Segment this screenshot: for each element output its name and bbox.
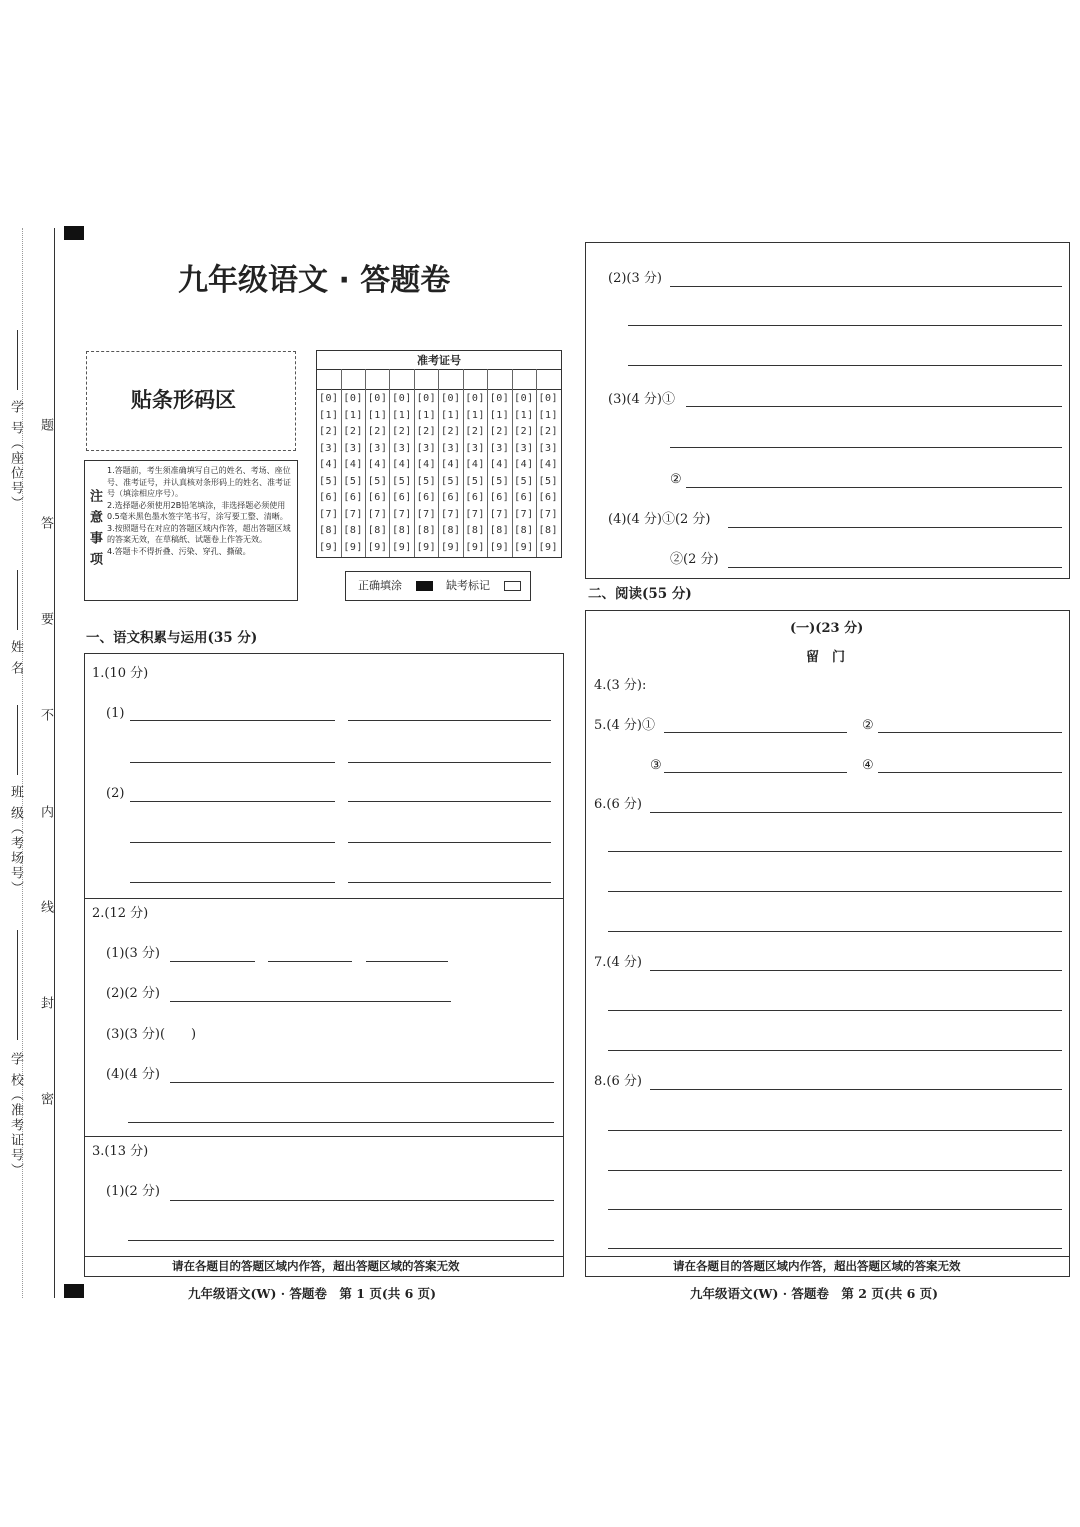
seal-char: 不 (38, 708, 53, 723)
grid-line (317, 369, 561, 370)
digit-bubble[interactable]: [0] (392, 393, 412, 404)
digit-bubble[interactable]: [6] (440, 492, 461, 503)
digit-bubble[interactable]: [3] (319, 442, 339, 454)
answer-line[interactable] (686, 487, 1062, 488)
digit-bubble[interactable]: [7] (465, 508, 485, 520)
exam-id-header: 准考证号 (417, 354, 461, 367)
q2-sub4-label: (4)(4 分) (106, 1067, 160, 1082)
digit-bubble[interactable]: [1] (465, 409, 485, 421)
q5-choice-3: ③ (650, 758, 662, 773)
digit-bubble[interactable]: [2] (538, 426, 559, 437)
digit-bubble[interactable]: [5] (489, 475, 510, 487)
digit-bubble[interactable]: [9] (440, 541, 461, 553)
digit-bubble[interactable]: [7] (489, 508, 510, 520)
digit-bubble[interactable]: [2] (392, 426, 412, 437)
digit-bubble[interactable]: [6] (392, 492, 412, 503)
bubble-row[interactable] (319, 393, 563, 404)
digit-bubble[interactable]: [2] (489, 426, 510, 437)
bubble-row[interactable] (319, 542, 563, 553)
barcode-area (86, 351, 296, 451)
q3-sub2-label: (2)(3 分) (608, 271, 662, 286)
alignment-marker-bottom (64, 1284, 84, 1298)
digit-bubble[interactable]: [6] (367, 492, 388, 503)
alignment-marker-top (64, 226, 84, 240)
digit-bubble[interactable]: [0] (538, 393, 559, 404)
digit-bubble[interactable]: [9] (465, 541, 485, 553)
digit-bubble[interactable]: [7] (538, 508, 559, 520)
digit-bubble[interactable]: [2] (343, 426, 363, 437)
digit-bubble[interactable]: [8] (465, 525, 485, 536)
digit-bubble[interactable]: [3] (538, 442, 559, 454)
fill-legend (345, 571, 531, 601)
q7-answer-line[interactable] (608, 1050, 1062, 1051)
q7-answer-line[interactable] (650, 970, 1062, 971)
school-label: 学 校（准考证号） (8, 1052, 23, 1179)
correct-fill-sample (416, 581, 433, 591)
q3-continuation-area (585, 242, 1070, 579)
q1-sub2-label: (2) (106, 786, 125, 801)
passage-title: 留 门 (806, 650, 846, 665)
digit-bubble[interactable]: [5] (367, 475, 388, 487)
q7-label: 7.(4 分) (594, 955, 642, 970)
bubble-row[interactable] (319, 476, 563, 487)
q5-label: 5.(4 分)① (594, 718, 655, 733)
digit-bubble[interactable]: [8] (514, 525, 534, 536)
q8-answer-line[interactable] (650, 1089, 1062, 1090)
seal-char: 要 (38, 612, 53, 627)
q2-answer-line[interactable] (170, 961, 255, 962)
divider (84, 1136, 564, 1137)
digit-bubble[interactable]: [0] (465, 393, 485, 404)
absent-mark-label: 缺考标记 (446, 579, 490, 592)
q1-answer-line[interactable] (130, 762, 335, 763)
seat-number-label: 学 号（座位号） (8, 400, 23, 512)
seal-char: 题 (38, 418, 53, 433)
notice-item: 2.选择题必须使用2B铅笔填涂，非选择题必须使用0.5毫米黑色墨水签字笔书写，涂写要工整、清晰。 (107, 500, 288, 521)
page2-footer: 九年级语文(W) · 答题卷 第 2 页(共 6 页) (690, 1286, 939, 1301)
class-label: 班 级（考场号） (8, 785, 23, 897)
digit-bubble[interactable]: [0] (440, 393, 461, 404)
q6-answer-line[interactable] (608, 931, 1062, 932)
digit-bubble[interactable]: [9] (392, 541, 412, 553)
digit-bubble[interactable]: [8] (367, 525, 388, 536)
digit-bubble[interactable]: [3] (440, 442, 461, 454)
digit-bubble[interactable]: [8] (392, 525, 412, 536)
q3-sub4b-label: ②(2 分) (670, 552, 719, 567)
q5-choice-4: ④ (862, 758, 874, 773)
section2-title: 二、阅读(55 分) (588, 586, 692, 602)
page1-footer-note: 请在各题目的答题区域内作答，超出答题区域的答案无效 (172, 1259, 460, 1273)
digit-bubble[interactable]: [1] (489, 409, 510, 421)
notice-list (107, 465, 293, 557)
digit-bubble[interactable]: [4] (416, 459, 437, 470)
q6-answer-line[interactable] (650, 812, 1062, 813)
page-title: 九年级语文 · 答题卷 (178, 263, 451, 298)
digit-bubble[interactable]: [6] (489, 492, 510, 503)
digit-bubble[interactable]: [5] (416, 475, 437, 487)
digit-bubble[interactable]: [5] (319, 475, 339, 487)
digit-bubble[interactable]: [8] (416, 525, 437, 536)
answer-line[interactable] (628, 325, 1062, 326)
q1-answer-line[interactable] (348, 762, 551, 763)
digit-bubble[interactable]: [8] (319, 525, 339, 536)
digit-bubble[interactable]: [4] (538, 459, 559, 470)
q3-answer-line[interactable] (170, 1200, 554, 1201)
q1-answer-line[interactable] (130, 842, 335, 843)
digit-bubble[interactable]: [9] (343, 541, 363, 553)
q2-answer-line[interactable] (268, 961, 352, 962)
notice-item: 4.答题卡不得折叠、污染、穿孔、撕破。 (107, 546, 251, 556)
digit-bubble[interactable]: [4] (465, 459, 485, 470)
digit-bubble[interactable]: [3] (416, 442, 437, 454)
digit-bubble[interactable]: [6] (538, 492, 559, 503)
q2-answer-line[interactable] (170, 1082, 554, 1083)
q5-answer-line[interactable] (664, 732, 847, 733)
q2-answer-line[interactable] (366, 961, 448, 962)
seal-char: 密 (38, 1092, 53, 1107)
divider (84, 1256, 564, 1257)
q5-answer-line[interactable] (878, 772, 1062, 773)
digit-bubble[interactable]: [6] (343, 492, 363, 503)
seal-char: 封 (38, 996, 53, 1011)
answer-line[interactable] (670, 286, 1062, 287)
name-label: 姓 名 (8, 640, 23, 677)
digit-bubble[interactable]: [0] (416, 393, 437, 404)
digit-bubble[interactable]: [8] (538, 525, 559, 536)
divider (84, 898, 564, 899)
digit-bubble[interactable]: [4] (440, 459, 461, 470)
digit-bubble[interactable]: [2] (514, 426, 534, 437)
digit-bubble[interactable]: [5] (514, 475, 534, 487)
page2-footer-note: 请在各题目的答题区域内作答，超出答题区域的答案无效 (673, 1259, 961, 1273)
q1-answer-line[interactable] (130, 882, 335, 883)
digit-bubble[interactable]: [5] (440, 475, 461, 487)
digit-bubble[interactable]: [3] (367, 442, 388, 454)
q2-sub1-label: (1)(3 分) (106, 946, 160, 961)
bubble-row[interactable] (319, 509, 563, 520)
digit-bubble[interactable]: [7] (392, 508, 412, 520)
digit-bubble[interactable]: [9] (416, 541, 437, 553)
q3-sub3-label: (3)(4 分)① (608, 392, 675, 407)
page2-answer-area (585, 610, 1070, 1277)
bubble-row[interactable] (319, 525, 563, 536)
digit-bubble[interactable]: [2] (367, 426, 388, 437)
digit-bubble[interactable]: [0] (367, 393, 388, 404)
q3-sub4-label: (4)(4 分)①(2 分) (608, 512, 711, 527)
q2-sub3-label[interactable]: (3)(3 分)( ) (106, 1027, 197, 1042)
digit-bubble[interactable]: [8] (489, 525, 510, 536)
digit-bubble[interactable]: [0] (319, 393, 339, 404)
q6-label: 6.(6 分) (594, 797, 642, 812)
q8-label: 8.(6 分) (594, 1074, 642, 1089)
bubble-row[interactable] (319, 426, 563, 437)
digit-bubble[interactable]: [8] (440, 525, 461, 536)
barcode-label: 贴条形码区 (131, 388, 236, 412)
digit-bubble[interactable]: [6] (416, 492, 437, 503)
digit-bubble[interactable]: [7] (343, 508, 363, 520)
digit-bubble[interactable]: [2] (319, 426, 339, 437)
digit-bubble[interactable]: [9] (538, 541, 559, 553)
digit-bubble[interactable]: [7] (367, 508, 388, 520)
q8-answer-line[interactable] (608, 1209, 1062, 1210)
answer-line[interactable] (686, 406, 1062, 407)
q2-label: 2.(12 分) (92, 906, 149, 921)
notice-item: 1.答题前，考生须准确填写自己的姓名、考场、座位号、准考证号，并认真核对条形码上的姓名、准考证号（填涂相应序号）。 (107, 466, 291, 498)
answer-line[interactable] (728, 567, 1062, 568)
q6-answer-line[interactable] (608, 851, 1062, 852)
digit-bubble[interactable]: [0] (489, 393, 510, 404)
digit-bubble[interactable]: [9] (367, 541, 388, 553)
seal-char: 线 (38, 900, 53, 915)
notice-item: 3.按照题号在对应的答题区域内作答，超出答题区域的答案无效，在草稿纸、试题卷上作答无效。 (107, 523, 291, 544)
q1-label: 1.(10 分) (92, 666, 149, 681)
q2-answer-line[interactable] (128, 1122, 554, 1123)
digit-bubble[interactable]: [9] (319, 541, 339, 553)
seat-field-line[interactable] (17, 330, 18, 390)
digit-bubble[interactable]: [1] (343, 409, 363, 421)
digit-bubble[interactable]: [3] (465, 442, 485, 454)
digit-bubble[interactable]: [3] (343, 442, 363, 454)
seal-char: 内 (38, 805, 53, 820)
absent-mark-box[interactable] (504, 581, 521, 591)
q1-answer-line[interactable] (348, 882, 551, 883)
digit-bubble[interactable]: [0] (343, 393, 363, 404)
digit-bubble[interactable]: [9] (514, 541, 534, 553)
notice-heading: 注意事项 (87, 489, 102, 573)
digit-bubble[interactable]: [7] (416, 508, 437, 520)
seal-char: 答 (38, 516, 53, 531)
q3-sub3b-label: ② (670, 472, 682, 487)
q2-sub2-label: (2)(2 分) (106, 986, 160, 1001)
correct-fill-label: 正确填涂 (358, 579, 402, 592)
grid-line (317, 389, 561, 390)
q7-answer-line[interactable] (608, 1010, 1062, 1011)
class-field-line[interactable] (17, 705, 18, 775)
digit-bubble[interactable]: [2] (465, 426, 485, 437)
digit-bubble[interactable]: [6] (514, 492, 534, 503)
bubble-row[interactable] (319, 410, 563, 421)
q1-answer-line[interactable] (130, 720, 335, 721)
digit-bubble[interactable]: [1] (538, 409, 559, 421)
q4-label: 4.(3 分): (594, 678, 647, 693)
section1-title: 一、语文积累与运用(35 分) (86, 630, 258, 646)
q2-answer-line[interactable] (170, 1001, 451, 1002)
digit-bubble[interactable]: [4] (392, 459, 412, 470)
name-field-line[interactable] (17, 570, 18, 630)
q8-answer-line[interactable] (608, 1248, 1062, 1249)
q1-answer-line[interactable] (348, 842, 551, 843)
digit-bubble[interactable]: [1] (416, 409, 437, 421)
answer-line[interactable] (628, 365, 1062, 366)
digit-bubble[interactable]: [4] (343, 459, 363, 470)
digit-bubble[interactable]: [7] (319, 508, 339, 520)
q5-choice-2: ② (862, 718, 874, 733)
bubble-row[interactable] (319, 492, 563, 503)
q3-label: 3.(13 分) (92, 1144, 149, 1159)
digit-bubble[interactable]: [7] (440, 508, 461, 520)
q1-answer-line[interactable] (130, 801, 335, 802)
digit-bubble[interactable]: [1] (440, 409, 461, 421)
digit-bubble[interactable]: [3] (514, 442, 534, 454)
bubble-row[interactable] (319, 443, 563, 454)
divider (585, 1256, 1070, 1257)
page1-footer: 九年级语文(W) · 答题卷 第 1 页(共 6 页) (188, 1286, 437, 1301)
digit-bubble[interactable]: [6] (319, 492, 339, 503)
digit-bubble[interactable]: [5] (392, 475, 412, 487)
q8-answer-line[interactable] (608, 1170, 1062, 1171)
answer-line[interactable] (670, 447, 1062, 448)
q1-answer-line[interactable] (348, 720, 551, 721)
part1-title: (一)(23 分) (790, 621, 864, 636)
digit-bubble[interactable]: [3] (489, 442, 510, 454)
digit-bubble[interactable]: [6] (465, 492, 485, 503)
q3-sub1-label: (1)(2 分) (106, 1184, 160, 1199)
digit-bubble[interactable]: [3] (392, 442, 412, 454)
digit-bubble[interactable]: [4] (514, 459, 534, 470)
digit-bubble[interactable]: [5] (465, 475, 485, 487)
digit-bubble[interactable]: [8] (343, 525, 363, 536)
digit-bubble[interactable]: [1] (319, 409, 339, 421)
digit-bubble[interactable]: [2] (440, 426, 461, 437)
digit-bubble[interactable]: [2] (416, 426, 437, 437)
notice-box (84, 460, 298, 601)
digit-bubble[interactable]: [1] (392, 409, 412, 421)
q6-answer-line[interactable] (608, 891, 1062, 892)
digit-bubble[interactable]: [4] (489, 459, 510, 470)
school-field-line[interactable] (17, 930, 18, 1040)
digit-bubble[interactable]: [5] (343, 475, 363, 487)
q5-answer-line[interactable] (664, 772, 847, 773)
margin-solid-line (54, 228, 55, 1298)
q3-answer-line[interactable] (128, 1240, 554, 1241)
exam-id-grid[interactable] (316, 350, 562, 558)
q1-answer-line[interactable] (348, 801, 551, 802)
q5-answer-line[interactable] (878, 732, 1062, 733)
bubble-row[interactable] (319, 459, 563, 470)
q1-sub1-label: (1) (106, 706, 125, 721)
digit-bubble[interactable]: [1] (514, 409, 534, 421)
answer-line[interactable] (728, 527, 1062, 528)
digit-bubble[interactable]: [5] (538, 475, 559, 487)
q8-answer-line[interactable] (608, 1130, 1062, 1131)
digit-bubble[interactable]: [0] (514, 393, 534, 404)
digit-bubble[interactable]: [1] (367, 409, 388, 421)
digit-bubble[interactable]: [4] (319, 459, 339, 470)
digit-bubble[interactable]: [4] (367, 459, 388, 470)
digit-bubble[interactable]: [7] (514, 508, 534, 520)
digit-bubble[interactable]: [9] (489, 541, 510, 553)
